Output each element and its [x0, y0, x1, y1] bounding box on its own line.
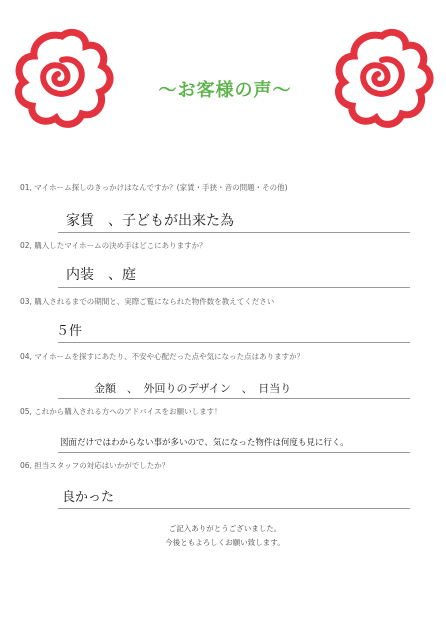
answer-5: 図面だけではわからない事が多いので、気になった物件は何度も見に行く。 [60, 438, 349, 448]
answer-4: 金額 、 外回りのデザイン 、 日当り [94, 382, 292, 395]
answer-3-line [58, 342, 410, 343]
question-6-label: 06, 担当スタッフの対応はいかがでしたか？ [20, 461, 170, 470]
question-2-label: 02, 購入したマイホームの決め手はどこにありますか？ [20, 241, 207, 250]
answer-1: 家賃 、子どもが出来た為 [66, 213, 234, 229]
answer-6: 良かった [62, 490, 115, 505]
flower-icon-left [10, 26, 114, 130]
answer-2-line [58, 287, 410, 288]
question-4-label: 04, マイホームを探すにあたり、不安や心配だった点や気になった点はありますか？ [20, 352, 305, 361]
closing-line-2: 今後ともよろしくお願い致します。 [165, 538, 285, 547]
question-1-label: 01, マイホーム探しのきっかけはなんですか？(家賃・手狭・音の問題・その他) [20, 183, 288, 192]
flower-icon-right [330, 26, 434, 130]
answer-2: 内装 、庭 [66, 267, 136, 283]
closing-line-1: ご記入ありがとうございました。 [168, 524, 282, 533]
answer-4-line [58, 398, 410, 399]
question-5-label: 05, これから購入される方へのアドバイスをお願いします！ [20, 407, 222, 416]
closing-message [130, 522, 320, 550]
page-title: ～お客様の声～ [158, 80, 292, 101]
question-3-label: 03, 購入されるまでの期間と、実際ご覧になられた物件数を教えてください [20, 297, 275, 306]
answer-3: ５件 [56, 324, 83, 339]
answer-5-line [58, 452, 410, 453]
answer-6-line [58, 508, 410, 509]
answer-1-line [58, 232, 410, 233]
